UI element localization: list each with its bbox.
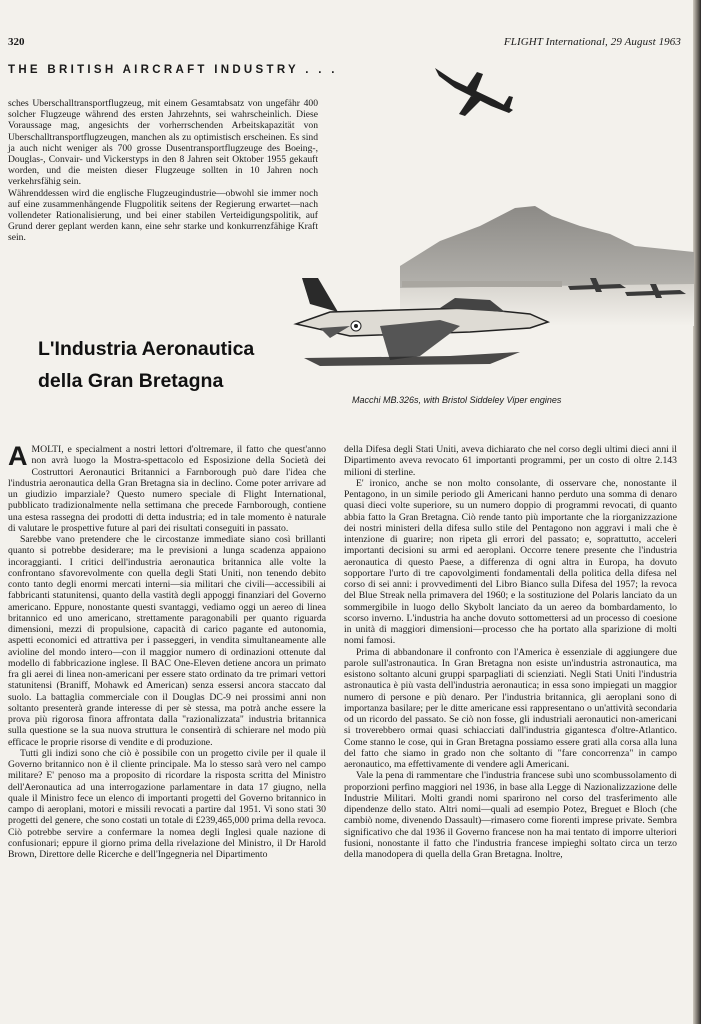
photo-caption: Macchi MB.326s, with Bristol Siddeley Viper engines — [352, 395, 562, 405]
article-headline — [38, 333, 298, 397]
headline-line: L'Industria Aeronautica — [38, 338, 255, 360]
page-edge — [693, 0, 701, 1024]
article-paragraph: E' ironico, anche se non molto consolante, di osservare che, nonostante il Pentagono, in un simile periodo gli Americani hanno perduto una somma di denaro quasi dieci volte superiore, su un numero doppio di programmi revocati, di quanto abbia fatto la Gran Bretagna. Ciò rende tanto più importante che la riorganizzazione dei nostri ministeri della difesa sullo stile del Pentagono non aggravi i mali che è intenzione di guarire; non ripeta gli errori del passato; e, soprattutto, acceleri importanti decisioni su armi ed aeroplani. Occorre tenere presente che l'industria aeronautica di questo Paese, a differenza di ogni altra in Europa, ha dovuto sopportare l'urto di tre capovolgimenti fondamentali della politica della difesa nel corso di sei anni: i provvedimenti del Libro Bianco sulla Difesa del 1957; la revoca del Blue Streak nella primavera del 1960; e la sostituzione del Polaris lanciato da un sommergibile in luogo dello Skybolt lanciato da un aereo da bombardamento, lo scorso inverno. L'industria ha anche dovuto sottomettersi ad un processo di coesione in unità di maggiori dimensioni—processo che ha portato alla sparizione di molti nomi famosi. — [344, 477, 677, 647]
german-paragraph: Währenddessen wird die englische Flugzeugindustrie—obwohl sie immer noch auf eine zusammenhängende Flugpolitik seitens der Regierung erwartet—nach vollendeter Rationalisierung, und bei einer stabilen Verteidigungspolitik, auf Grund derer geplant werden kann, eine sehr starke und konkurrenzfähige Kraft sein. — [8, 187, 318, 244]
article-paragraph: Prima di abbandonare il confronto con l'America è essenziale di aggiungere due parole sull'astronautica. In Gran Bretagna non esiste un'industria astronautica, ma esistono soltanto alcuni gruppi sparpagliati di scienziati. Negli Stati Uniti l'industria astronautica è più vasta dell'industria aeronautica; in essa sono impiegati un maggior numero di persone e più denaro. Per l'industria britannica, gli aeroplani sono di importanza basilare; per le ditte americane essi rappresentano o un'attività secondaria od un ricordo del passato. Se ciò non fosse, gli industriali aeronautici non-americani si troverebbero ormai quasi schiacciati dall'industria gigantesca d'oltre-Atlantico. Come stanno le cose, qui in Gran Bretagna possiamo essere grati alla corsa alla luna del fatto che siamo in grado non che soltanto di "fare concorrenza" in campo aeronautico, ma effettivamente di vendere agli Americani. — [344, 646, 677, 770]
german-paragraph: sches Uberschalltransportflugzeug, mit einem Gesamtabsatz von ungefähr 400 solcher Flugzeuge während des ersten Jahrzehnts, sei wahrscheinlich. Diese Voraussage mag, angesichts der vorherrschenden Arbeitskapazität von Uberschalltransportflugzeugen, manchen als zu optimistisch erscheinen. Es sind ja auch nicht weniger als 700 grosse Dusentransportflugzeuge des Boeing-, Douglas-, Convair- und Vickerstyps in den 8 Jahren seit Oktober 1955 gekauft worden, und die meisten dieser Flugzeuge sollten in 10 Jahren noch verkehrsfähig sein. — [8, 98, 318, 188]
headline-line: della Gran Bretagna — [38, 370, 224, 392]
aircraft-photo — [290, 56, 694, 396]
drop-cap: A — [8, 441, 28, 471]
article-paragraph: Vale la pena di rammentare che l'industria francese subì uno scombussolamento di proporzioni perfino maggiori nel 1936, in base alla Legge di Nazionalizzazione delle Industrie Militari. Molti grandi nomi sparirono nel corso del trasferimento alle dipendenze dello stato. Altri nomi—quali ad esempio Potez, Breguet e Bloch (che cambiò nome, divenendo Dassault)—rimasero come fiorenti imprese private. Sembra significativo che dal 1936 il Governo francese non ha mai tentato di imporre ulteriori fusioni, nonostante il fatto che l'industria francese impieghi soltato circa un terzo della manodopera di quella della Gran Bretagna. Inoltre, — [344, 770, 677, 860]
german-article — [8, 98, 318, 244]
article-paragraph: della Difesa degli Stati Uniti, aveva dichiarato che nel corso degli ultimi dieci anni il Dipartimento aveva revocato 61 importanti programmi, per un costo di oltre 2.143 milioni di sterline. — [344, 444, 677, 478]
running-head: FLIGHT International, 29 August 1963 — [503, 36, 681, 48]
left-column — [8, 441, 326, 860]
article-paragraph: Sarebbe vano pretendere che le circostanze immediate siano così brillanti quanto si potrebbe desiderare; ma le previsioni a lunga scadenza appaiono incoraggianti. I critici dell'industria aeronautica britannica alle volte la confrontano sfavorevolmente con quella degli Stati Uniti, non tenendo debito conto tanto degli enormi mercati interni—sia militari che civili—accessibili ai fabbricanti statunitensi, quanto della vastità degli appoggi finanziari del Governo americano. Eppure, nonostante questi svantaggi, vediamo oggi un aereo di linea britannico ed uno americano, strettamente paragonabili per quanto riguarda dimensioni, mezzi di propulsione, capacità di carico pagante ed autonomia, aspetti economici ed attrattiva per i passeggeri, in vendita simultaneamente alle avioline del mondo intero—con il maggior numero di ordinazioni ottenute dal modello di fabbricazione inglese. Il BAC One-Eleven detiene ancora un primato fra gli aerei di linea non-americani per essere stato ordinato da tre primari vettori statunitensi (Braniff, Mohawk ed American) senza essersi ancora staccato dal suolo. La battaglia commerciale con il Douglas DC-9 nei prossimi anni non soltanto presenterà grande interesse di per sè stessa, ma potrà anche essere la prova più rigorosa finora affrontata dalla "razionalizzata" industria britannica sulla questione se la sua nuova struttura le consentirà di schierare nel modo più efficace le proprie risorse di vendite e di produzione. — [8, 534, 326, 748]
article-paragraph: Tutti gli indizi sono che ciò è possibile con un progetto civile per il quale il Governo britannico non è il cliente principale. Ma lo stesso sarà vero nel campo militare? E' penoso ma a proposito di ricordare la risposta scritta del Ministro dell'Aeronautica ad una interrogazione parlamentare in data 17 giugno, nella quale il Ministro fece un elenco di importanti progetti del Governo britannico in campo di aeroplani, motori e missili revocati a partire dal 1951. Vi sono stati 30 progetti del genere, che sono costati un totale di £239,465,000 prima della revoca. Ciò potrebbe servire a confermare la nomea degli Inglesi quale nazione di confusionari; eppure il giorno prima della rivelazione del Ministro, il Dr Harold Brown, Direttore delle Ricerche e dell'Ingegneria nel Dipartimento — [8, 747, 326, 860]
page-number: 320 — [8, 36, 25, 48]
section-heading: THE BRITISH AIRCRAFT INDUSTRY . . . — [8, 64, 338, 76]
right-column — [344, 444, 677, 860]
article-paragraph: AMOLTI, e specialment a nostri lettori d'oltremare, il fatto che quest'anno non avrà luogo la Mostra-spettacolo ed Esposizione della Società dei Costruttori Aeronautici Britannici a Farnborough può dare l'idea che l'industria aeronautica della Gran Bretagna sia in declino. Come poter arrivare ad un giudizio imparziale? Questo numero speciale di Flight International, pubblicato tradizionalmente nella settimana che precede Farnborough, contiene una estesa rassegna dei prodotti di detta industria; ed in tale momento è naturale di valutare le prospettive future al pari dei risultati conseguiti in passato. — [8, 441, 326, 534]
flying-jet — [435, 68, 513, 116]
